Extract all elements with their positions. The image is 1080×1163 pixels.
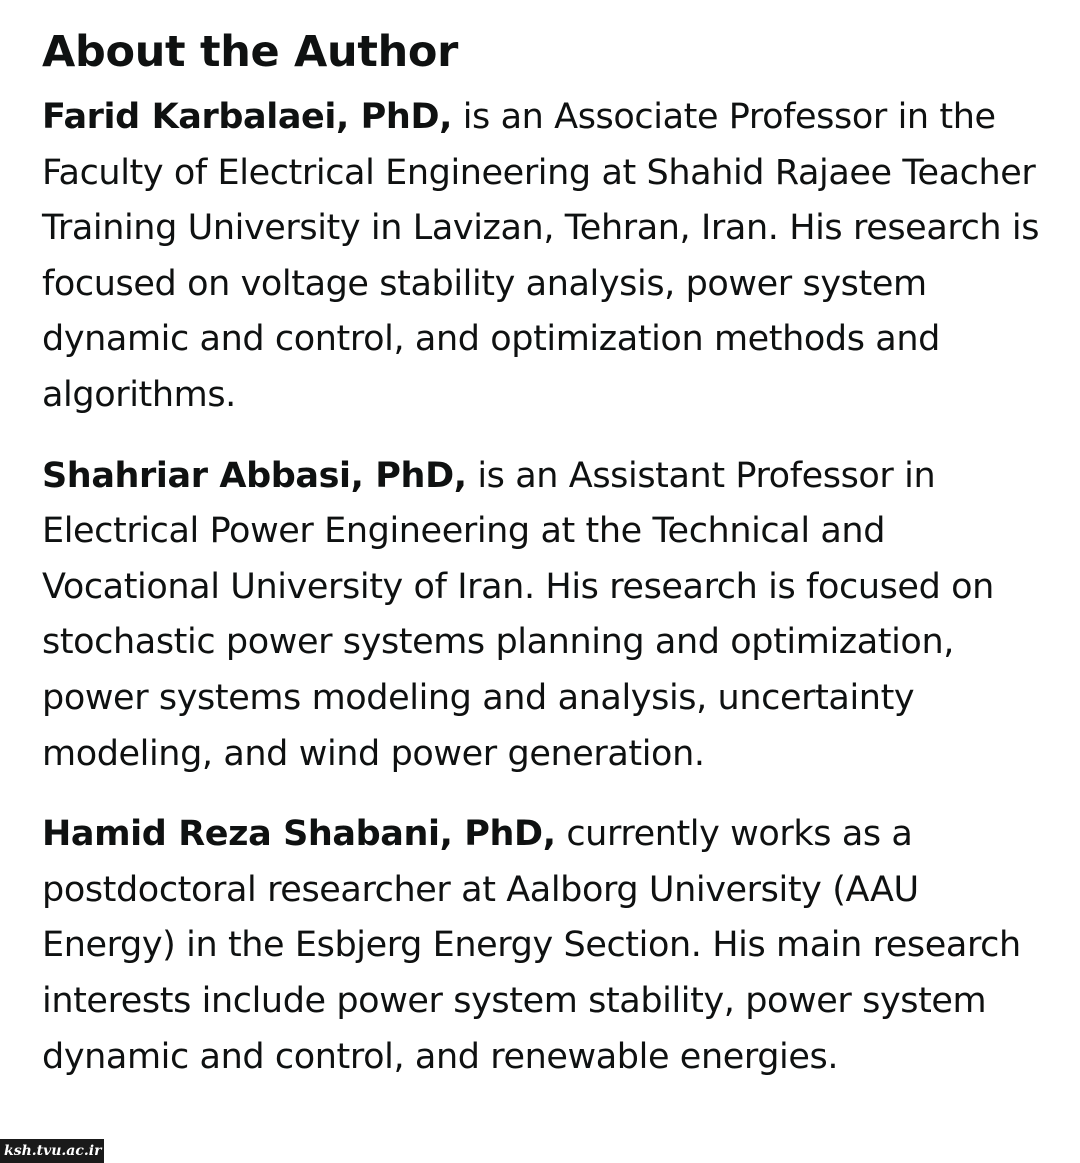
author-description: currently works as a postdoctoral researcher at Aalborg University (AAU Energy) in the Esbjerg Energy Section. His main research interests include power system stability, power system dynamic and control, and renewable energies.	[42, 814, 1021, 1077]
author-description: is an Associate Professor in the Faculty of Electrical Engineering at Shahid Rajaee Teacher Training University in Lavizan, Tehran, Iran. His research is focused on voltage stability analysis, power system dynamic and control, and optimization methods and algorithms.	[42, 97, 1040, 415]
author-name: Hamid Reza Shabani, PhD,	[42, 814, 556, 855]
author-bio-abbasi	[42, 449, 1052, 783]
about-author-section	[42, 22, 1052, 1110]
section-heading: About the Author	[42, 27, 459, 77]
author-description: is an Assistant Professor in Electrical Power Engineering at the Technical and Vocational University of Iran. His research is focused on stochastic power systems planning and optimization, power systems modeling and analysis, uncertainty modeling, and wind power generation.	[42, 455, 994, 774]
author-name: Shahriar Abbasi, PhD,	[42, 455, 467, 496]
author-name: Farid Karbalaei, PhD,	[42, 97, 452, 137]
author-bio-shabani	[42, 807, 1052, 1085]
watermark-badge: ksh.tvu.ac.ir	[0, 1139, 104, 1163]
author-bio-karbalaei	[42, 90, 1052, 424]
